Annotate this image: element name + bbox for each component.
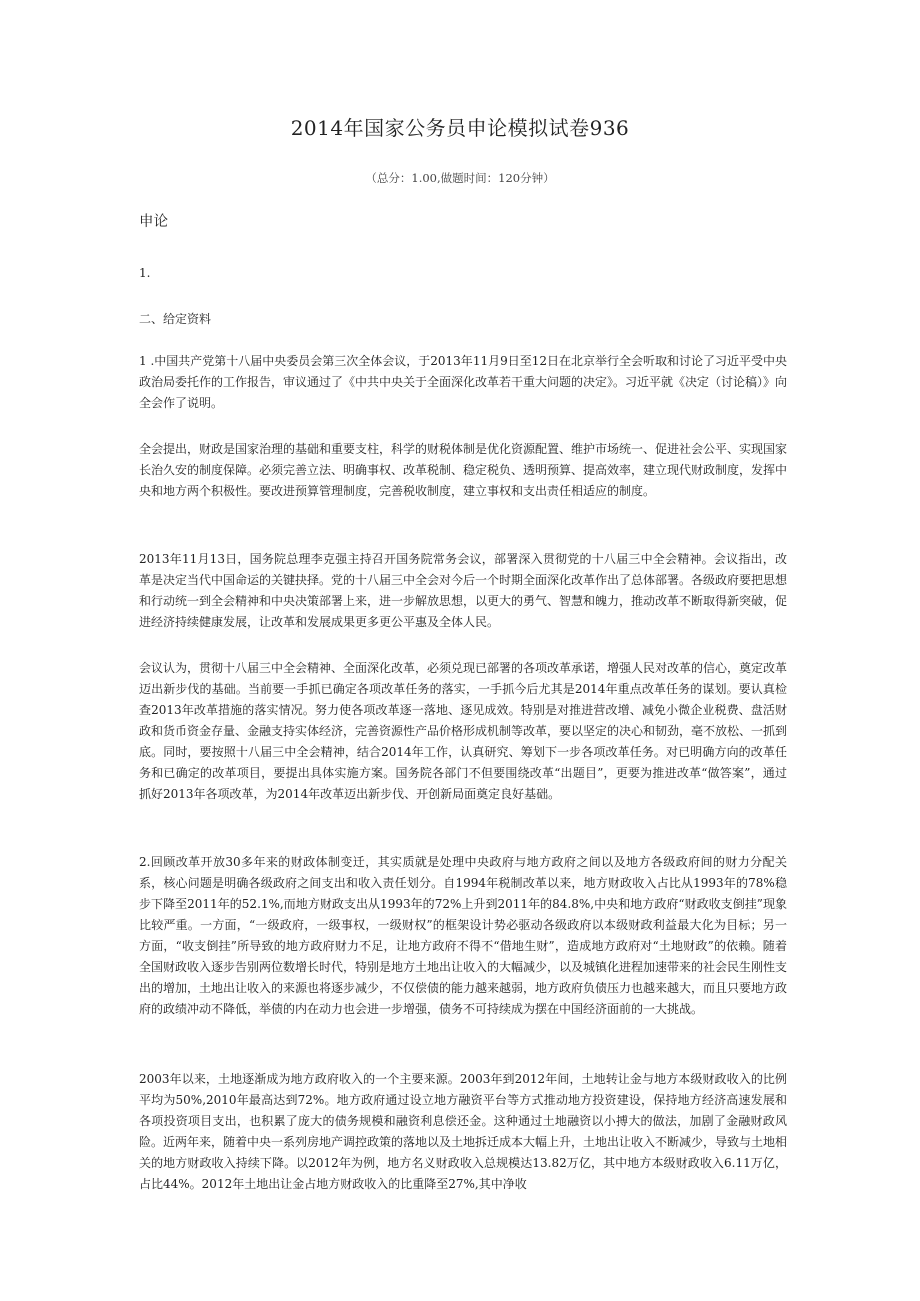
paragraph-5: 2.回顾改革开放30多年来的财政体制变迁，其实质就是处理中央政府与地方政府之间以及地方各级政府间的财力分配关系，核心问题是明确各级政府之间支出和收入责任划分。自1994年税制改革以来，地方财政收入占比从1993年的78%稳步下降至2011年的52.1%,而地方财政支出从1993年的72%上升到2011年的84.8%,中央和地方政府“财政收支倒挂”现象比较严重。一方面，“一级政府，一级事权，一级财权”的框架设计势必驱动各级政府以本级财政利益最大化为目标；另一方面，“收支倒挂”所导致的地方政府财力不足，让地方政府不得不“借地生财”，造成地方政府对“土地财政”的依赖。随着全国财政收入逐步告别两位数增长时代，特别是地方土地出让收入的大幅减少，以及城镇化进程加速带来的社会民生刚性支出的增加，土地出让收入的来源也将逐步减少，不仅偿债的能力越来越弱，地方政府负债压力也越来越大，而且只要地方政府的政绩冲动不降低，举债的内在动力也会进一步增强，债务不可持续成为摆在中国经济面前的一大挑战。	[139, 855, 788, 1016]
paragraph-2: 全会提出，财政是国家治理的基础和重要支柱，科学的财税体制是优化资源配置、维护市场统一、促进社会公平、实现国家长治久安的制度保障。必须完善立法、明确事权、改革税制、稳定税负、透明预算、提高效率，建立现代财政制度，发挥中央和地方两个积极性。要改进预算管理制度，完善税收制度，建立事权和支出责任相适应的制度。	[139, 442, 788, 498]
question-number: 1.	[139, 266, 151, 280]
paragraph-6: 2003年以来，土地逐渐成为地方政府收入的一个主要来源。2003年到2012年间，土地转让金与地方本级财政收入的比例平均为50%,2010年最高达到72%。地方政府通过设立地方融资平台等方式推动地方投资建设，保持地方经济高速发展和各项投资项目支出，也积累了庞大的债务规模和融资利息偿还金。这种通过土地融资以小搏大的做法，加剧了金融财政风险。近两年来，随着中央一系列房地产调控政策的落地以及土地拆迁成本大幅上升，土地出让收入不断减少，导致与土地相关的地方财政收入持续下降。以2012年为例，地方名义财政收入总规模达13.82万亿，其中地方本级财政收入6.11万亿，占比44%。2012年土地出让金占地方财政收入的比重降至27%,其中净收	[139, 1072, 788, 1191]
subheading: 二、给定资料	[139, 312, 212, 326]
paragraph-3: 2013年11月13日，国务院总理李克强主持召开国务院常务会议，部署深入贯彻党的十八届三中全会精神。会议指出，改革是决定当代中国命运的关键抉择。党的十八届三中全会对今后一个时期全面深化改革作出了总体部署。各级政府要把思想和行动统一到全会精神和中央决策部署上来，进一步解放思想，以更大的勇气、智慧和魄力，推动改革不断取得新突破，促进经济持续健康发展，让改革和发展成果更多更公平惠及全体人民。	[139, 552, 788, 629]
paragraph-1: 1 .中国共产党第十八届中央委员会第三次全体会议，于2013年11月9日至12日在北京举行全会听取和讨论了习近平受中央政治局委托作的工作报告，审议通过了《中共中央关于全面深化改革若干重大问题的决定》。习近平就《决定（讨论稿）》向全会作了说明。	[139, 354, 788, 410]
paragraph-4: 会议认为，贯彻十八届三中全会精神、全面深化改革，必须兑现已部署的各项改革承诺，增强人民对改革的信心，奠定改革迈出新步伐的基础。当前要一手抓已确定各项改革任务的落实，一手抓今后尤其是2014年重点改革任务的谋划。要认真检查2013年改革措施的落实情况。努力使各项改革逐一落地、逐见成效。特别是对推进营改增、减免小微企业税费、盘活财政和货币资金存量、金融支持实体经济，完善资源性产品价格形成机制等改革，要以坚定的决心和韧劲，毫不放松、一抓到底。同时，要按照十八届三中全会精神，结合2014年工作，认真研究、筹划下一步各项改革任务。对已明确方向的改革任务和已确定的改革项目，要提出具体实施方案。国务院各部门不但要围绕改革“出题目”，更要为推进改革“做答案”，通过抓好2013年各项改革，为2014年改革迈出新步伐、开创新局面奠定良好基础。	[139, 661, 788, 801]
document-subtitle: （总分：1.00,做题时间：120分钟）	[365, 171, 555, 185]
section-heading: 申论	[139, 214, 168, 230]
document-title: 2014年国家公务员申论模拟试卷936	[290, 116, 630, 140]
